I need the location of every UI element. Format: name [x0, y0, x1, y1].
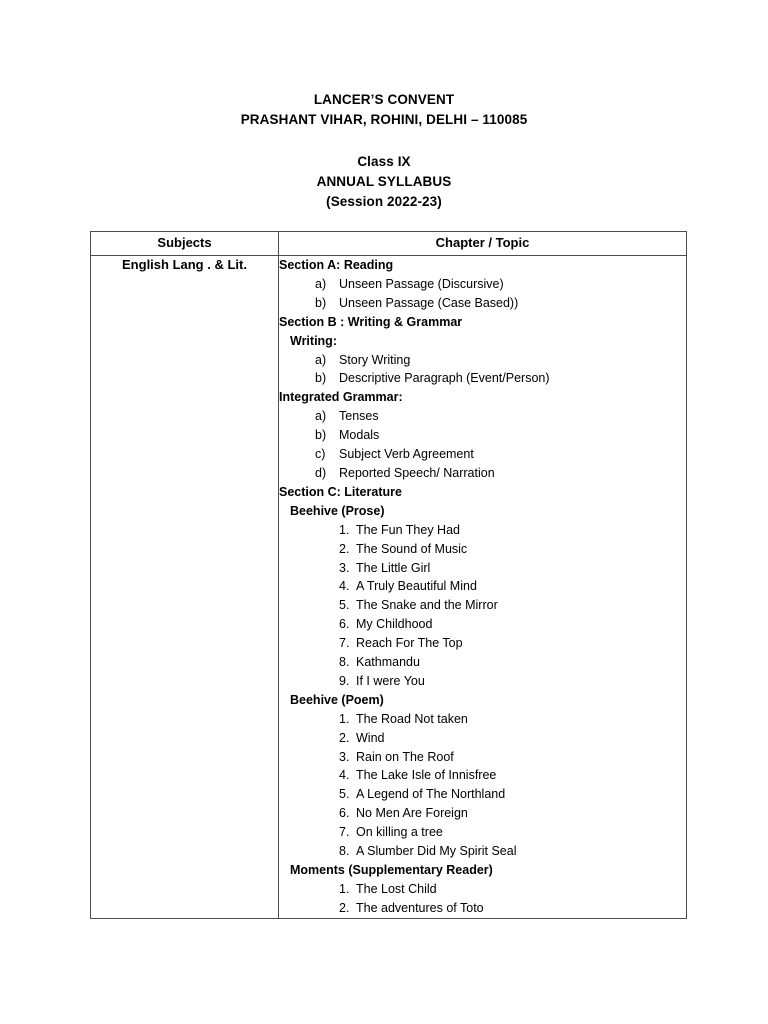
- syllabus-line-text: Reported Speech/ Narration: [339, 465, 495, 480]
- syllabus-line-text: Integrated Grammar:: [279, 390, 403, 405]
- list-marker: 1.: [339, 711, 350, 726]
- syllabus-line-text: My Childhood: [356, 617, 433, 632]
- syllabus-line: [339, 729, 686, 748]
- syllabus-line-text: Beehive (Prose): [290, 503, 385, 518]
- column-header-chapter-topic: Chapter / Topic: [279, 232, 687, 256]
- syllabus-line-text: The Lost Child: [356, 881, 437, 896]
- table-header-row: [91, 232, 687, 256]
- list-marker: 6.: [339, 806, 350, 821]
- syllabus-line: [315, 407, 686, 426]
- syllabus-line: [339, 559, 686, 578]
- syllabus-line: [339, 577, 686, 596]
- syllabus-line-text: The Road Not taken: [356, 711, 468, 726]
- syllabus-line: [339, 766, 686, 785]
- syllabus-line: [339, 823, 686, 842]
- syllabus-line: [339, 748, 686, 767]
- syllabus-line: [315, 369, 686, 388]
- syllabus-line-text: No Men Are Foreign: [356, 806, 468, 821]
- syllabus-line: [339, 785, 686, 804]
- list-marker: b): [315, 428, 327, 443]
- syllabus-line-text: The Sound of Music: [356, 541, 468, 556]
- list-marker: a): [315, 276, 327, 291]
- syllabus-line-text: Unseen Passage (Case Based)): [339, 295, 519, 310]
- syllabus-line: [339, 521, 686, 540]
- syllabus-line: [279, 313, 686, 332]
- syllabus-line: [339, 540, 686, 559]
- syllabus-line: [315, 426, 686, 445]
- header-spacer: [0, 130, 768, 152]
- syllabus-line: [339, 710, 686, 729]
- syllabus-line: [279, 483, 686, 502]
- syllabus-line: [315, 464, 686, 483]
- syllabus-line-text: Subject Verb Agreement: [339, 447, 474, 462]
- syllabus-line: [339, 899, 686, 918]
- session-label: (Session 2022-23): [326, 194, 442, 209]
- syllabus-line-text: Writing:: [290, 333, 337, 348]
- syllabus-line-text: Beehive (Poem): [290, 692, 384, 707]
- list-marker: 3.: [339, 560, 350, 575]
- list-marker: 6.: [339, 617, 350, 632]
- list-marker: c): [315, 447, 326, 462]
- syllabus-line: [339, 672, 686, 691]
- syllabus-line: [290, 691, 686, 710]
- syllabus-line-text: Tenses: [339, 409, 379, 424]
- list-marker: 2.: [339, 730, 350, 745]
- syllabus-line: [315, 294, 686, 313]
- list-marker: a): [315, 352, 327, 367]
- syllabus-line-text: Section A: Reading: [279, 258, 394, 272]
- list-marker: d): [315, 465, 327, 480]
- column-header-subjects: Subjects: [91, 232, 279, 256]
- syllabus-table: [90, 231, 687, 919]
- syllabus-line: [315, 445, 686, 464]
- table-head: [91, 232, 687, 256]
- syllabus-line-text: A Truly Beautiful Mind: [356, 579, 477, 594]
- syllabus-line: [279, 256, 686, 275]
- document-title: ANNUAL SYLLABUS: [316, 174, 452, 189]
- subject-cell: English Lang . & Lit.: [91, 256, 279, 919]
- school-address: PRASHANT VIHAR, ROHINI, DELHI – 110085: [240, 112, 528, 127]
- list-marker: 8.: [339, 655, 350, 670]
- syllabus-line: [315, 275, 686, 294]
- syllabus-line-text: The Snake and the Mirror: [356, 598, 498, 613]
- syllabus-line-text: Section B : Writing & Grammar: [279, 314, 463, 329]
- syllabus-line-text: Wind: [356, 730, 385, 745]
- syllabus-line: [339, 653, 686, 672]
- syllabus-line: [339, 880, 686, 899]
- list-marker: 9.: [339, 673, 350, 688]
- list-marker: b): [315, 371, 327, 386]
- list-marker: 2.: [339, 541, 350, 556]
- syllabus-line: [279, 388, 686, 407]
- list-marker: 3.: [339, 749, 350, 764]
- syllabus-line: [290, 502, 686, 521]
- list-marker: 4.: [339, 579, 350, 594]
- school-name: LANCER’S CONVENT: [313, 92, 455, 107]
- syllabus-line-text: On killing a tree: [356, 825, 443, 840]
- syllabus-line-text: Descriptive Paragraph (Event/Person): [339, 371, 550, 386]
- list-marker: 4.: [339, 768, 350, 783]
- syllabus-line-text: Modals: [339, 428, 380, 443]
- list-marker: 5.: [339, 787, 350, 802]
- syllabus-line-text: The Lake Isle of Innisfree: [356, 768, 497, 783]
- syllabus-line-text: The Fun They Had: [356, 522, 460, 537]
- syllabus-line-text: A Legend of The Northland: [356, 787, 506, 802]
- syllabus-line-text: Kathmandu: [356, 655, 420, 670]
- syllabus-line-text: The Little Girl: [356, 560, 431, 575]
- syllabus-line: [339, 615, 686, 634]
- list-marker: 5.: [339, 598, 350, 613]
- syllabus-line: [290, 861, 686, 880]
- list-marker: b): [315, 295, 327, 310]
- document-header: [0, 0, 768, 212]
- syllabus-line-text: If I were You: [356, 673, 425, 688]
- syllabus-line-text: Moments (Supplementary Reader): [290, 863, 493, 877]
- list-marker: 2.: [339, 900, 350, 915]
- list-marker: 8.: [339, 844, 350, 859]
- syllabus-line-text: Section C: Literature: [279, 484, 402, 499]
- list-marker: a): [315, 409, 327, 424]
- syllabus-line: [290, 332, 686, 351]
- syllabus-line: [339, 804, 686, 823]
- syllabus-line-text: Rain on The Roof: [356, 749, 454, 764]
- syllabus-line-text: Unseen Passage (Discursive): [339, 276, 504, 291]
- class-label: Class IX: [357, 154, 411, 169]
- syllabus-line-text: Story Writing: [339, 352, 411, 367]
- syllabus-line: [339, 634, 686, 653]
- syllabus-line: [315, 351, 686, 370]
- syllabus-line-text: The adventures of Toto: [356, 900, 484, 915]
- table-row: [91, 256, 687, 919]
- list-marker: 7.: [339, 636, 350, 651]
- syllabus-content-list: [279, 256, 686, 918]
- chapter-topic-cell: [279, 256, 687, 919]
- syllabus-line-text: Reach For The Top: [356, 636, 463, 651]
- syllabus-line: [339, 596, 686, 615]
- table-body: [91, 256, 687, 919]
- list-marker: 1.: [339, 522, 350, 537]
- list-marker: 7.: [339, 825, 350, 840]
- syllabus-line-text: A Slumber Did My Spirit Seal: [356, 844, 517, 859]
- syllabus-line: [339, 842, 686, 861]
- list-marker: 1.: [339, 881, 350, 896]
